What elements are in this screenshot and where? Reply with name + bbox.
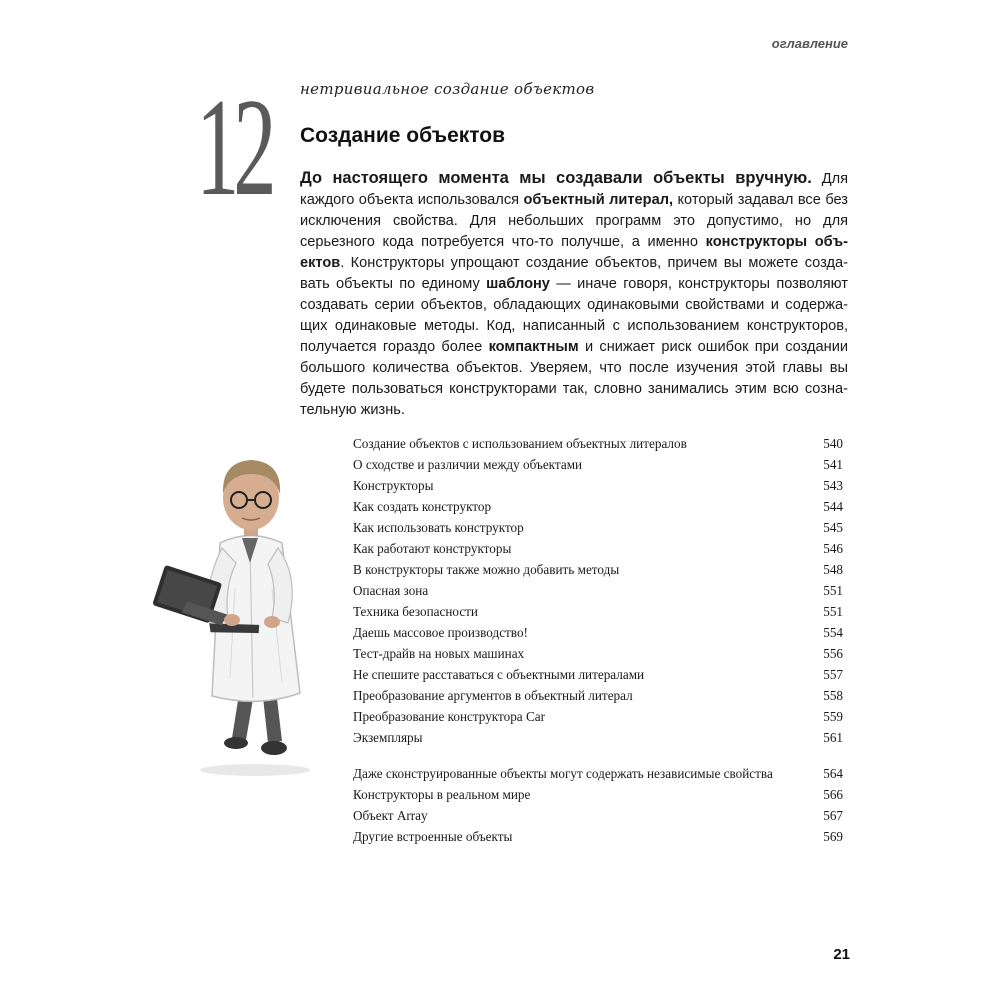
toc-entry-title: Экземпляры xyxy=(353,730,423,745)
toc-entry-page: 541 xyxy=(823,457,843,472)
intro-bold-4: компактным xyxy=(488,339,579,355)
toc-entry xyxy=(353,745,843,781)
toc-entry xyxy=(353,451,843,472)
toc-entry xyxy=(353,781,843,802)
toc-entry xyxy=(353,430,843,451)
toc-entry-title: Преобразование аргументов в объектный литерал xyxy=(353,688,633,703)
toc-entry xyxy=(353,619,843,640)
toc-entry-page: 566 xyxy=(823,787,843,802)
toc-entry-title: Техника безопасности xyxy=(353,604,478,619)
toc-entry xyxy=(353,472,843,493)
toc-entry xyxy=(353,682,843,703)
running-header: оглавление xyxy=(771,36,848,51)
toc-entry-page: 558 xyxy=(823,688,843,703)
scientist-with-laptop-illustration xyxy=(150,438,340,778)
toc-entry-page: 559 xyxy=(823,709,843,724)
toc-entry-page: 561 xyxy=(823,730,843,745)
toc-entry-page: 544 xyxy=(823,499,843,514)
toc-entry-page: 567 xyxy=(823,808,843,823)
toc-entry-page: 569 xyxy=(823,829,843,844)
toc-entry-title: Не спешите расставаться с объектными литералами xyxy=(353,667,645,682)
intro-text-4: — иначе говоря, конструкторы позволяют создавать серии объектов, обладающих одинаковыми свойствами и содержащих одинаковые методы. Код, написанный с использованием конструкторов, получается гораздо более xyxy=(300,276,848,355)
toc-entry-page: 556 xyxy=(823,646,843,661)
toc-entry-title: В конструкторы также можно добавить методы xyxy=(353,562,620,577)
toc-entry-title: Конструкторы в реальном мире xyxy=(353,787,531,802)
toc-entry xyxy=(353,535,843,556)
intro-text-3: . Конструкторы упрощают создание объектов, причем вы можете создавать объекты по единому xyxy=(300,255,848,292)
toc-entry-title: Даже сконструированные объекты могут содержать независимые свойства xyxy=(353,766,773,781)
toc-entry-page: 543 xyxy=(823,478,843,493)
toc-entry-page: 540 xyxy=(823,436,843,451)
intro-bold-3: шаблону xyxy=(486,276,550,292)
toc-entry-title: О сходстве и различии между объектами xyxy=(353,457,583,472)
toc-entry-title: Другие встроенные объекты xyxy=(353,829,513,844)
toc-entry-page: 554 xyxy=(823,625,843,640)
toc-entry xyxy=(353,823,843,844)
table-of-contents xyxy=(353,430,843,844)
toc-entry-title: Опасная зона xyxy=(353,583,429,598)
toc-entry xyxy=(353,598,843,619)
toc-entry xyxy=(353,556,843,577)
toc-entry xyxy=(353,661,843,682)
chapter-number: 12 xyxy=(196,70,271,225)
intro-bold-2: конструкторы объектов xyxy=(300,234,848,271)
toc-entry xyxy=(353,802,843,823)
toc-entry-page: 551 xyxy=(823,604,843,619)
toc-entry xyxy=(353,724,843,745)
toc-entry-title: Преобразование конструктора Car xyxy=(353,709,545,724)
intro-text-2: который задавал все без исключения свойства. Для небольших программ это допустимо, но для серьезного кода потребуется что-то получше, а именно xyxy=(300,192,848,250)
toc-entry xyxy=(353,640,843,661)
toc-entry-page: 546 xyxy=(823,541,843,556)
toc-entry xyxy=(353,514,843,535)
toc-entry-title: Как создать конструктор xyxy=(353,499,492,514)
toc-entry-title: Как использовать конструктор xyxy=(353,520,524,535)
toc-entry-title: Объект Array xyxy=(353,808,428,823)
toc-entry xyxy=(353,703,843,724)
intro-text-5: и снижает риск ошибок при создании большого количества объектов. Уверяем, что после изучения этой главы вы будете пользоваться конструкторами так, словно занимались этим всю сознательную жизнь. xyxy=(300,339,849,418)
chapter-intro xyxy=(300,168,848,421)
toc-entry-page: 545 xyxy=(823,520,843,535)
toc-entry-title: Конструкторы xyxy=(353,478,434,493)
toc-entry-title: Тест-драйв на новых машинах xyxy=(353,646,525,661)
toc-entry-page: 551 xyxy=(823,583,843,598)
intro-lead: До настоящего момента мы создавали объекты вручную. xyxy=(300,169,812,187)
toc-entry-title: Как работают конструкторы xyxy=(353,541,512,556)
toc-entry-page: 557 xyxy=(823,667,843,682)
chapter-subtitle: нетривиальное создание объектов xyxy=(300,80,595,98)
intro-bold-1: объектный литерал, xyxy=(523,192,674,208)
toc-entry-title: Создание объектов с использованием объектных литералов xyxy=(353,436,687,451)
intro-text-1: Для каждого объекта использовался xyxy=(300,171,849,208)
toc-entry-page: 548 xyxy=(823,562,843,577)
toc-entry xyxy=(353,493,843,514)
toc-entry-title: Даешь массовое производство! xyxy=(353,625,528,640)
page-number: 21 xyxy=(833,946,850,963)
toc-entry xyxy=(353,577,843,598)
chapter-title: Создание объектов xyxy=(300,124,506,147)
toc-entry-page: 564 xyxy=(823,766,843,781)
